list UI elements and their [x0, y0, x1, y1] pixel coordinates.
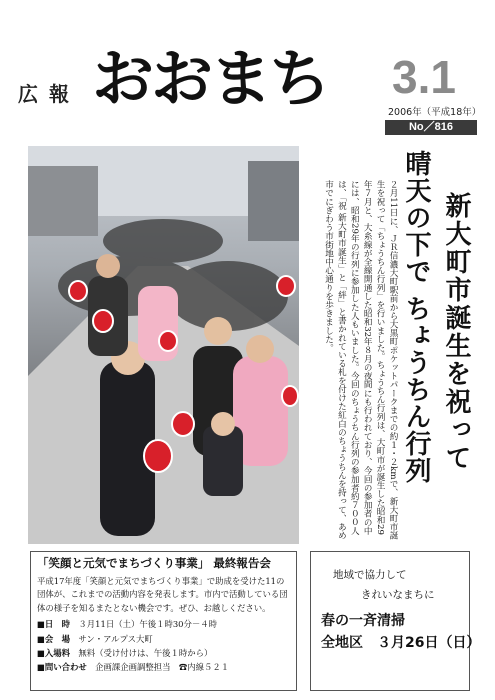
info-row-datetime: ■日 時 ３月11日（土）午後１時30分－４時 [37, 619, 217, 630]
info-row-fee: ■入場料 無料（受け付けは、午後１時から） [37, 647, 213, 658]
report-title: 「笑顔と元気でまちづくり事業」 最終報告会 [37, 556, 271, 570]
cleanup-date: 全地区 ３月26日（日） [321, 635, 481, 651]
lantern-parade-photo [28, 146, 299, 544]
report-info [37, 617, 290, 674]
headline-primary: 新大町市誕生を祝って [441, 192, 471, 472]
info-row-contact: ■問い合わせ 企画課企画調整担当 ☎内線５２１ [37, 662, 230, 673]
cleanup-subtitle-2: きれいなまちに [361, 589, 435, 601]
building-left [28, 166, 98, 236]
headline-secondary: 晴天の下で ちょうちん行列 [401, 150, 431, 485]
cleanup-title: 春の一斉清掃 [321, 613, 405, 629]
building-right [248, 161, 299, 241]
issue-year: 2006年（平成18年） [388, 107, 482, 118]
cleanup-subtitle-1: 地域で協力して [333, 569, 407, 581]
publication-title: おおまち [92, 42, 329, 115]
report-body: 平成17年度「笑顔と元気でまちづくり事業」で助成を受けた11の団体が、これまでの活動内容を発表します。市内で活動している団体の様子を知るまたとない機会です。ぜひ、お越しください。 [37, 576, 288, 613]
cover-photo [28, 146, 299, 544]
cover-article: ２月11日に、ＪＲ信濃大町駅前から大黒町ポケットパークまでの約１・２kmで、新大町市誕生を祝って「ちょうちん行列」を行いました。ちょうちん行列は、大町市が誕生した昭和29年７月と、大糸線が全線開通した昭和32年８月の夜間にも行われており、今回の参加者の中には、昭和29年の行列に参加した人もいました。今回のちょうちん行列の参加者約７００人は、「祝 新大町市誕生」と「絆」と書かれている札を付けた紅白のちょうちんを持って、あめ市でにぎわう市街地中心通りを歩きました。 [323, 180, 398, 540]
info-row-venue: ■会 場 サン・アルプス大町 [37, 633, 153, 644]
kouhou-label: 広 報 [18, 82, 71, 106]
issue-date: 3.1 [392, 51, 456, 103]
spring-cleanup-box [310, 551, 481, 691]
issue-number: No／816 [385, 120, 477, 135]
report-meeting-box [30, 551, 297, 691]
